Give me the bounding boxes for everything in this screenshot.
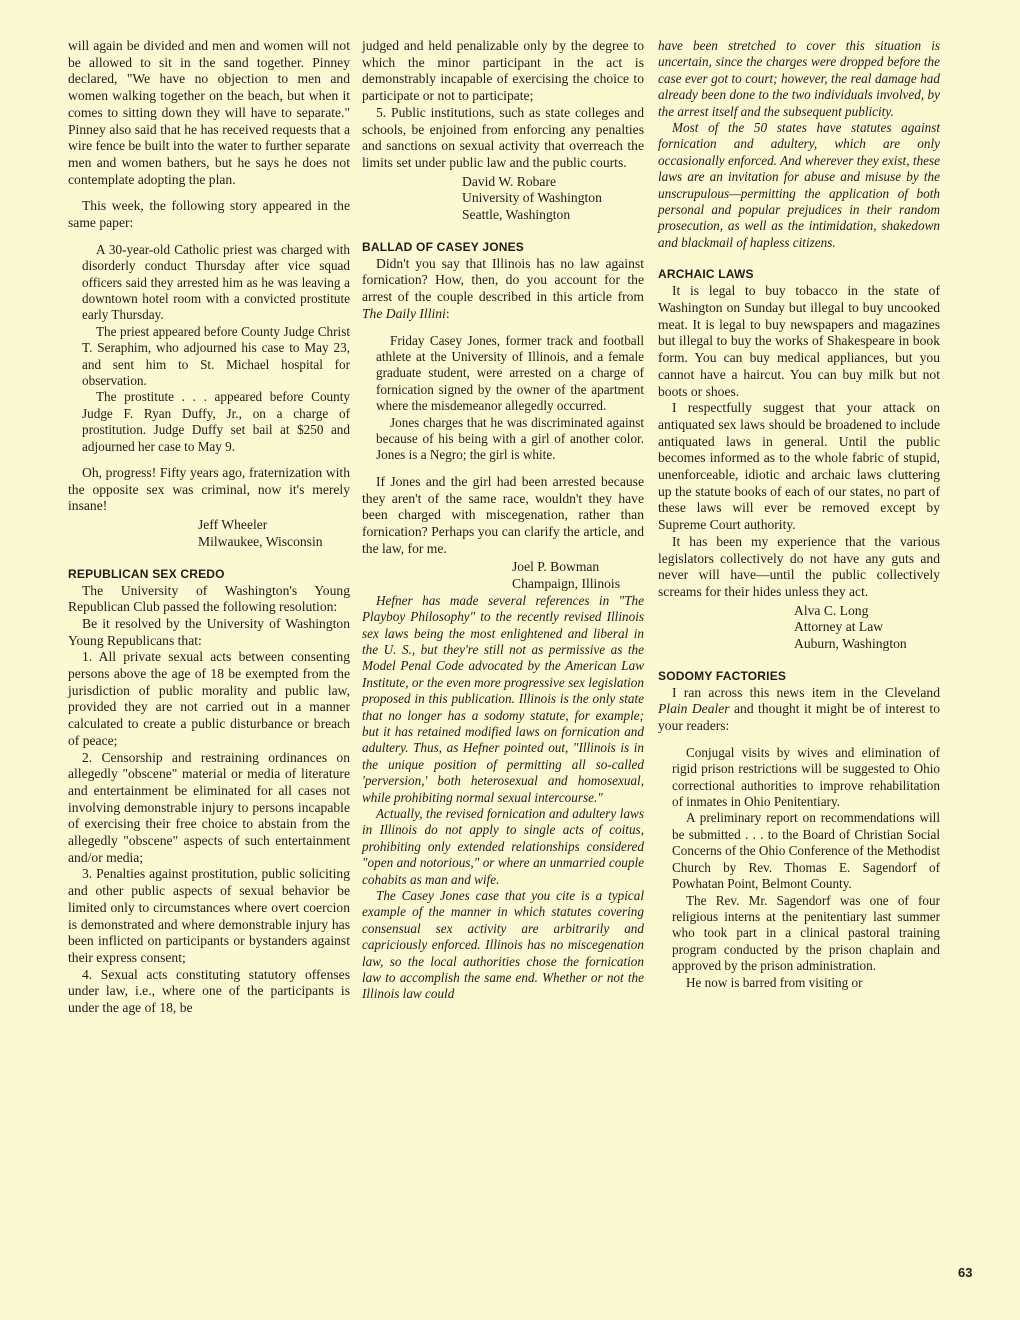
signature-name: David W. Robare <box>462 173 557 189</box>
column-3 <box>658 38 940 1001</box>
intro-text: I ran across this news item in the Cleveland <box>672 684 940 700</box>
resolution-item: 1. All private sexual acts between consenting persons above the age of 18 be exempted from the jurisdiction of public morality and public law, provided they are not carried out in a manner calculated to create a public disturbance or breach of peace; <box>68 649 350 748</box>
intro-paragraph: This week, the following story appeared in the same paper: <box>68 198 350 231</box>
section-heading: REPUBLICAN SEX CREDO <box>68 566 225 581</box>
intro-end: : <box>445 305 450 321</box>
body-paragraph: I respectfully suggest that your attack on antiquated sex laws should be broadened to include antiquated laws in general. Until the public becomes informed as to the whole fabric of stupid, unenforceable, idiotic and archaic laws cluttering up the statute books of each of our states, no part of these laws will ever be removed except by Supreme Court authority. <box>658 400 940 533</box>
quote-paragraph: Conjugal visits by wives and elimination of rigid prison restrictions will be suggested to Ohio correctional authorities to improve rehabilitation of inmates in Ohio Penitentiary. <box>672 744 940 810</box>
section-heading: ARCHAIC LAWS <box>658 267 754 282</box>
quote-paragraph: The prostitute . . . appeared before County Judge F. Ryan Duffy, Jr., on a charge of prostitution. Judge Duffy set bail at $250 and adjourned her case to May 9. <box>82 389 350 454</box>
resolution-item: 2. Censorship and restraining ordinances on allegedly "obscene" material or media of literature and entertainment be eliminated for all cases not involving demonstrable injury to persons incapable of exercising their free choice to abstain from the allegedly "obscene" aspects of such entertainment and/or media; <box>68 749 350 865</box>
column-2 <box>362 38 644 1003</box>
section-heading: SODOMY FACTORIES <box>658 668 787 683</box>
section-heading: BALLAD OF CASEY JONES <box>362 239 524 254</box>
column-1 <box>68 38 350 1017</box>
page-number: 63 <box>958 1265 973 1280</box>
quote-paragraph: A preliminary report on recommendations will be submitted . . . to the Board of Christian Social Concerns of the Ohio Conference of the Methodist Church by Rev. Thomas E. Sagendorf of Powhatan Point, Belmont County. <box>672 810 940 892</box>
letter-signature <box>794 603 940 653</box>
editor-response <box>362 593 644 1003</box>
continued-paragraph: judged and held penalizable only by the degree to which the minor participant in the act is demonstrably incapable of exercising the choice to participate or not to participate; <box>362 38 644 104</box>
source-title: The Daily Illini <box>362 305 446 321</box>
quote-paragraph: He now is barred from visiting or <box>686 974 863 990</box>
editor-paragraph: Hefner has made several references in "The Playboy Philosophy" to the recently revised Illinois sex laws being the most enlightened and liberal in the U. S., but they're still not as permissive as the Model Penal Code advocated by the American Law Institute, or the even more progressive sex legislation proposed in this publication. Illinois is the only state that no longer has a sodomy statute, for example; but it has retained modified laws on fornication and adultery. Thus, as Hefner pointed out, "Illinois is in the unique position of permitting all so-called 'perversion,' both heterosexual and homosexual, while prohibiting normal sexual intercourse." <box>362 592 644 805</box>
news-quote <box>82 242 350 455</box>
intro-text: Didn't you say that Illinois has no law against fornication? How, then, do you account for the arrest of the couple described in this article from <box>362 255 644 305</box>
source-title: Plain Dealer <box>658 701 730 717</box>
quote-paragraph: Jones charges that he was discriminated against because of his being with a girl of another color. Jones is a Negro; the girl is white. <box>376 414 644 463</box>
resolution-item: 4. Sexual acts constituting statutory offenses under law, i.e., where one of the participants is under the age of 18, be <box>68 966 350 1016</box>
signature-location: Seattle, Washington <box>462 207 571 223</box>
letter-signature <box>462 174 644 224</box>
letter-signature <box>512 559 644 592</box>
body-paragraph <box>658 685 940 735</box>
signature-name: Alva C. Long <box>794 602 869 618</box>
news-quote <box>376 333 644 464</box>
editor-paragraph: Most of the 50 states have statutes against fornication and adultery, which are only occasionally enforced. And wherever they exist, these laws are an invitation for abuse and misuse by the unscrupulous—permitting the application of both personal and popular prejudices in their random prosecution, as well as the intimidation, shakedown and blackmail of hapless citizens. <box>658 120 940 250</box>
letter-signature <box>198 517 350 550</box>
body-paragraph: Be it resolved by the University of Washington Young Republicans that: <box>68 615 350 648</box>
body-paragraph: If Jones and the girl had been arrested because they aren't of the same race, wouldn't they have been charged with miscegenation, rather than fornication? Perhaps you can clarify the article, and the law, for me. <box>362 473 644 556</box>
body-paragraph: The University of Washington's Young Republican Club passed the following resolution: <box>68 582 350 615</box>
editor-paragraph: have been stretched to cover this situation is uncertain, since the charges were dropped before the case ever got to court; however, the real damage had already been done to the two individuals involved, by the arrest itself and the subsequent publicity. <box>658 38 940 119</box>
signature-location: Champaign, Illinois <box>512 576 620 592</box>
closing-paragraph: Oh, progress! Fifty years ago, fraternization with the opposite sex was criminal, now it's merely insane! <box>68 465 350 514</box>
editor-paragraph: Actually, the revised fornication and adultery laws in Illinois do not apply to single acts of coitus, prohibiting only extended relationships considered "open and notorious," or where an unmarried couple cohabits as man and wife. <box>362 806 644 887</box>
intro-text-end: and thought it might be of interest to your readers: <box>658 701 940 734</box>
signature-name: Jeff Wheeler <box>198 517 268 533</box>
signature-name: Joel P. Bowman <box>512 559 600 575</box>
continued-paragraph: will again be divided and men and women will not be allowed to sit in the sand together. Pinney declared, "We have no objection to men and women walking together on the beach, but when it comes to sitting down they will have to separate." Pinney also said that he has received requests that a wire fence be built into the water to further separate men and women bathers, but he says he does not contemplate adopting the plan. <box>68 38 350 187</box>
quote-paragraph: The Rev. Mr. Sagendorf was one of four religious interns at the penitentiary last summer who took part in a clinical pastoral training program conducted by the prison chaplain and approved by the prison administration. <box>672 892 940 974</box>
quote-paragraph: A 30-year-old Catholic priest was charged with disorderly conduct Thursday after vice squad officers said they arrested him as he was leaving a downtown hotel room with a convicted prostitute early Thursday. <box>82 241 350 323</box>
signature-location: Milwaukee, Wisconsin <box>198 533 323 549</box>
editor-paragraph: The Casey Jones case that you cite is a typical example of the manner in which statutes covering consensual sex activity are arbitrarily and capriciously enforced. Illinois has no miscegenation law, so the local authorities chose the fornication law to accomplish the same end. Whether or not the Illinois law could <box>362 888 644 1002</box>
resolution-item: 3. Penalties against prostitution, public soliciting and other public aspects of sexual behavior be limited only to circumstances where overt coercion is demonstrated and where demonstrable injury has been inflicted on participants or bystanders against their express consent; <box>68 866 350 965</box>
quote-paragraph: Friday Casey Jones, former track and football athlete at the University of Illinois, and a female graduate student, were arrested on a charge of fornication signed by the owner of the apartment where the misdemeanor allegedly occurred. <box>376 332 644 414</box>
quote-paragraph: The priest appeared before County Judge Christ T. Seraphim, who adjourned his case to May 23, and sent him to St. Michael hospital for observation. <box>82 323 350 388</box>
signature-affiliation: University of Washington <box>462 190 602 206</box>
signature-location: Auburn, Washington <box>794 636 907 652</box>
editor-response <box>658 38 940 251</box>
body-paragraph: It is legal to buy tobacco in the state of Washington on Sunday but illegal to buy uncooked meat. It is legal to buy newspapers and magazines but illegal to buy the works of Shakespeare in book form. You can buy medical appliances, but you cannot have a haircut. You can buy milk but not boots or shoes. <box>658 283 940 399</box>
signature-title: Attorney at Law <box>794 619 884 635</box>
body-paragraph <box>362 256 644 323</box>
news-quote <box>672 745 940 991</box>
body-paragraph: It has been my experience that the various legislators collectively do not have any guts and never will have—until the public collectively screams for their hides unless they act. <box>658 533 940 599</box>
resolution-item: 5. Public institutions, such as state colleges and schools, be enjoined from enforcing any penalties and sanctions on sexual activity that overreach the limits set under public law and the public courts. <box>362 104 644 170</box>
